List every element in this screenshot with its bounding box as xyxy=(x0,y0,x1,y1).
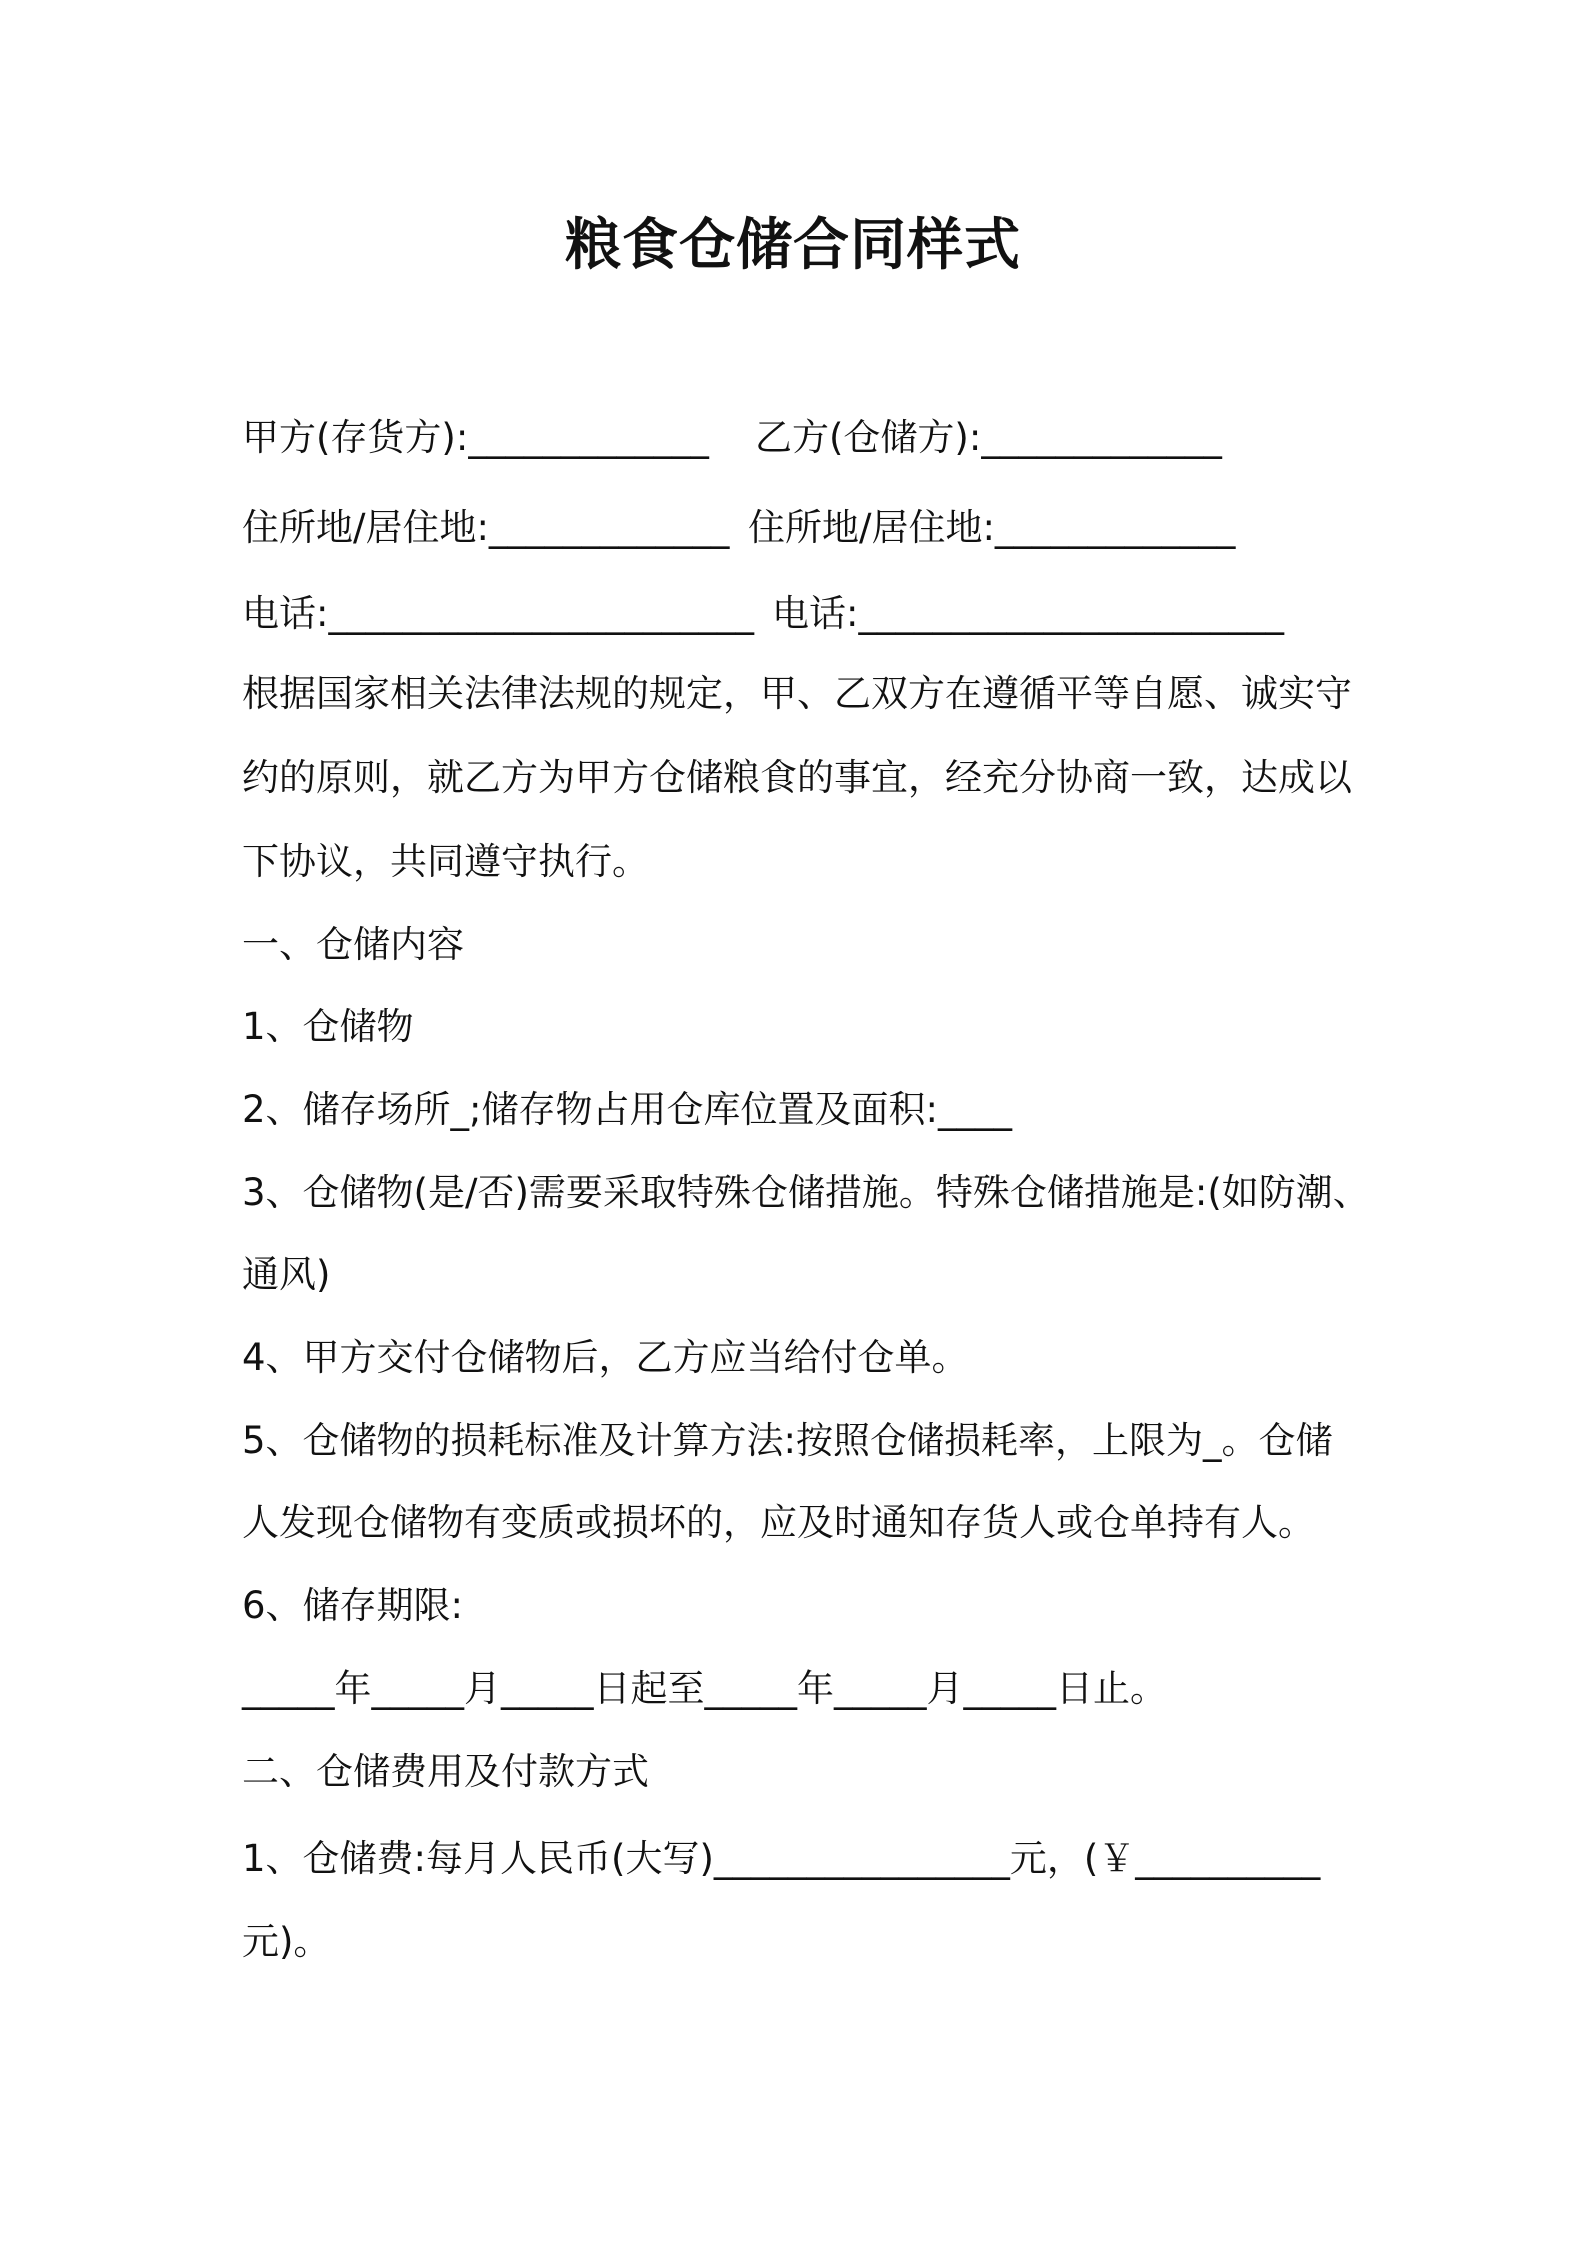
item-6: 6、储存期限: xyxy=(242,1584,464,1627)
section-2-heading: 二、仓储费用及付款方式 xyxy=(242,1750,649,1793)
document-title: 粮食仓储合同样式 xyxy=(565,213,1021,278)
item-5-line-1: 5、仓储物的损耗标准及计算方法:按照仓储损耗率，上限为_。仓储 xyxy=(242,1419,1333,1462)
phone-b-field: 电话:_______________________ xyxy=(772,592,1284,635)
address-a-field: 住所地/居住地:_____________ xyxy=(242,506,730,549)
fee-line-1: 1、仓储费:每月人民币(大写)________________元，(￥__________ xyxy=(242,1837,1321,1880)
address-b-field: 住所地/居住地:_____________ xyxy=(748,506,1236,549)
intro-line-3: 下协议，共同遵守执行。 xyxy=(242,840,649,883)
item-3-line-2: 通风) xyxy=(242,1253,331,1296)
item-2: 2、储存场所_;储存物占用仓库位置及面积:____ xyxy=(242,1088,1012,1131)
party-a-field: 甲方(存货方):_____________ xyxy=(242,416,709,459)
item-4: 4、甲方交付仓储物后，乙方应当给付仓单。 xyxy=(242,1336,969,1379)
intro-line-1: 根据国家相关法律法规的规定，甲、乙双方在遵循平等自愿、诚实守 xyxy=(242,672,1352,715)
item-3-line-1: 3、仓储物(是/否)需要采取特殊仓储措施。特殊仓储措施是:(如防潮、 xyxy=(242,1171,1370,1214)
section-1-heading: 一、仓储内容 xyxy=(242,923,464,966)
phone-a-field: 电话:_______________________ xyxy=(242,592,754,635)
storage-period-line: _____年_____月_____日起至_____年_____月_____日止。 xyxy=(242,1667,1167,1710)
item-1: 1、仓储物 xyxy=(242,1005,414,1048)
item-5-line-2: 人发现仓储物有变质或损坏的，应及时通知存货人或仓单持有人。 xyxy=(242,1501,1315,1544)
fee-line-2: 元)。 xyxy=(242,1920,331,1963)
party-b-field: 乙方(仓储方):_____________ xyxy=(755,416,1222,459)
intro-line-2: 约的原则，就乙方为甲方仓储粮食的事宜，经充分协商一致，达成以 xyxy=(242,756,1352,799)
